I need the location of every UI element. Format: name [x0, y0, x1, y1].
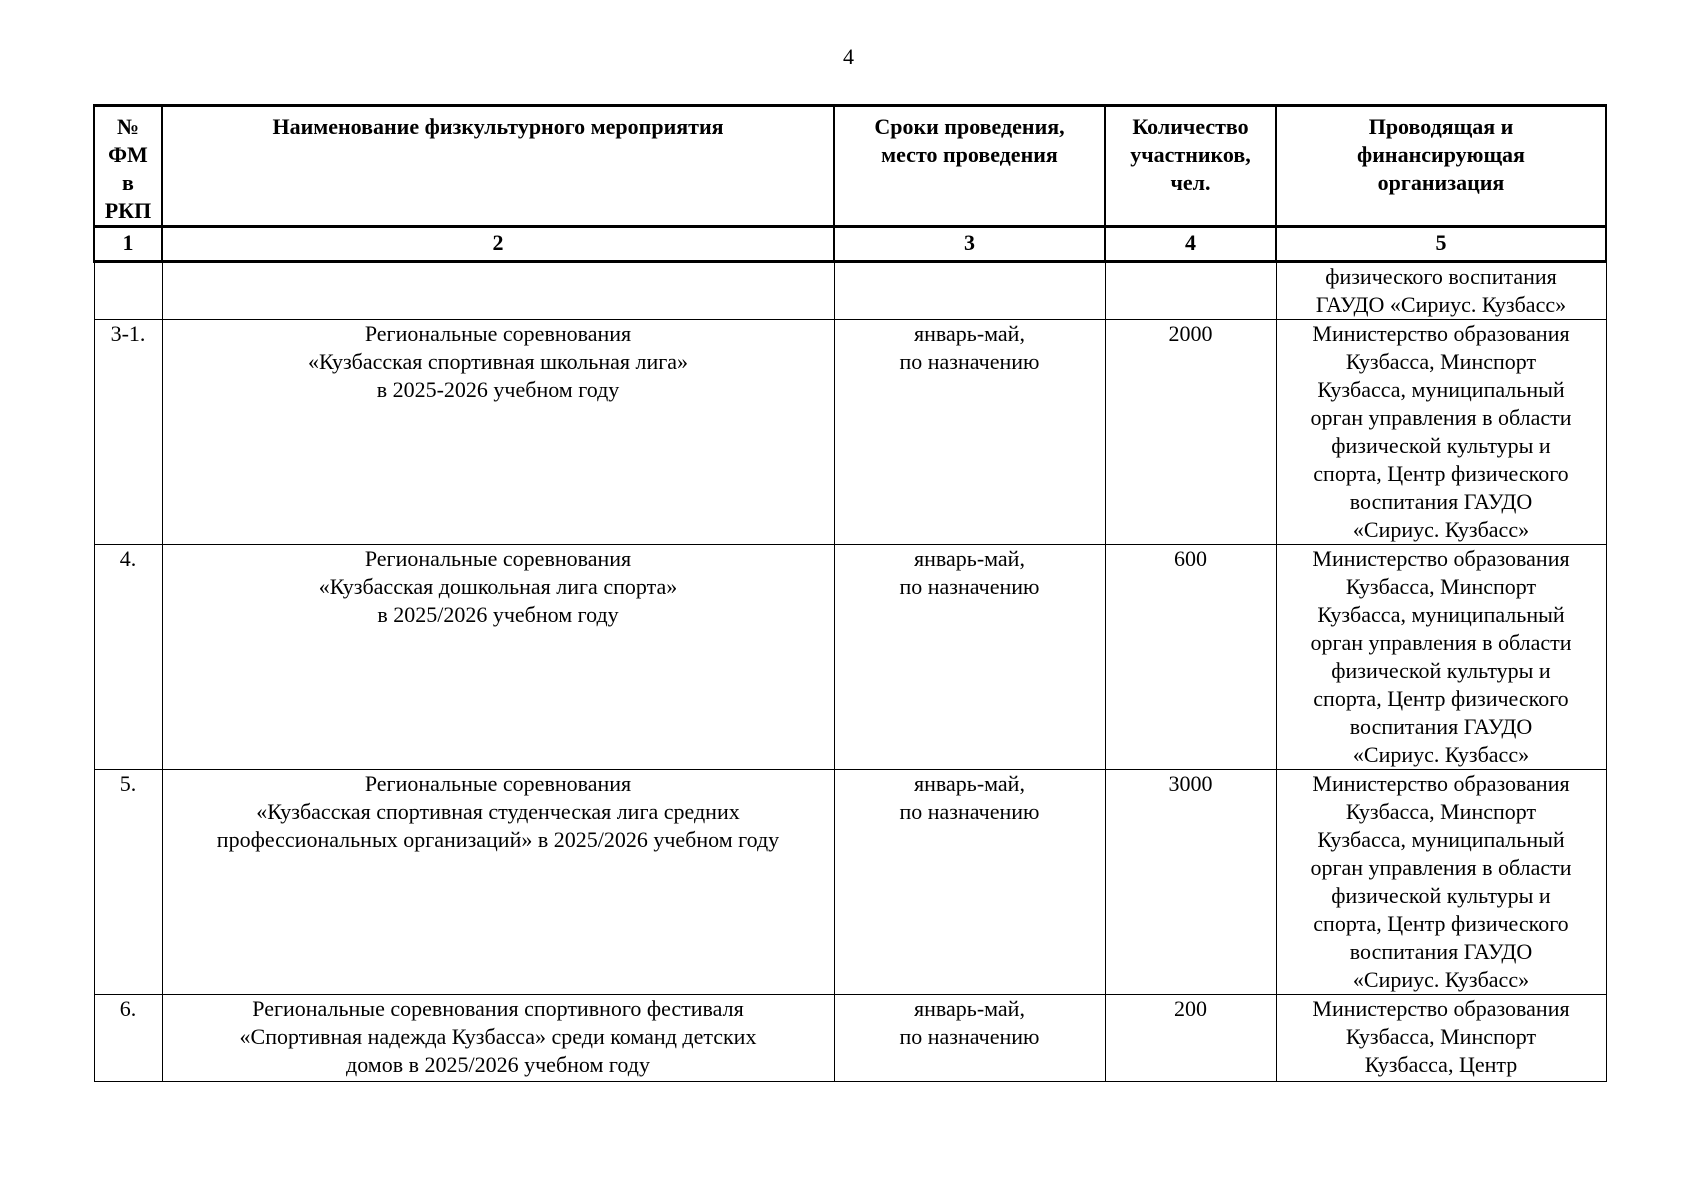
header-dates-place: Сроки проведения, место проведения — [834, 106, 1105, 227]
cell-dates: январь-май, по назначению — [834, 545, 1105, 770]
table-row — [94, 995, 1606, 1082]
cell-organization: Министерство образования Кузбасса, Минспорт Кузбасса, Центр — [1276, 995, 1606, 1082]
column-number: 1 — [94, 227, 162, 262]
cell-count — [1105, 262, 1276, 320]
header-organization: Проводящая и финансирующая организация — [1276, 106, 1606, 227]
header-event-number: № ФМ в РКП — [94, 106, 162, 227]
cell-number: 4. — [94, 545, 162, 770]
cell-organization: Министерство образования Кузбасса, Минспорт Кузбасса, муниципальный орган управления в области физической культуры и спорта, Центр физического воспитания ГАУДО «Сириус. Кузбасс» — [1276, 320, 1606, 545]
cell-count: 2000 — [1105, 320, 1276, 545]
cell-count: 200 — [1105, 995, 1276, 1082]
column-number: 3 — [834, 227, 1105, 262]
cell-number — [94, 262, 162, 320]
cell-organization: физического воспитания ГАУДО «Сириус. Кузбасс» — [1276, 262, 1606, 320]
table-row — [94, 545, 1606, 770]
cell-dates: январь-май, по назначению — [834, 770, 1105, 995]
table-row-continuation — [94, 262, 1606, 320]
cell-name — [162, 262, 834, 320]
column-number: 5 — [1276, 227, 1606, 262]
cell-name: Региональные соревнования «Кузбасская спортивная студенческая лига средних профессиональных организаций» в 2025/2026 учебном году — [162, 770, 834, 995]
cell-count: 3000 — [1105, 770, 1276, 995]
table-header-row — [94, 106, 1606, 227]
table-row — [94, 770, 1606, 995]
cell-dates — [834, 262, 1105, 320]
cell-dates: январь-май, по назначению — [834, 320, 1105, 545]
cell-name: Региональные соревнования «Кузбасская спортивная школьная лига» в 2025-2026 учебном году — [162, 320, 834, 545]
events-table — [93, 104, 1607, 1082]
cell-count: 600 — [1105, 545, 1276, 770]
cell-organization: Министерство образования Кузбасса, Минспорт Кузбасса, муниципальный орган управления в области физической культуры и спорта, Центр физического воспитания ГАУДО «Сириус. Кузбасс» — [1276, 545, 1606, 770]
cell-dates: январь-май, по назначению — [834, 995, 1105, 1082]
column-number-row — [94, 227, 1606, 262]
page-number: 4 — [843, 44, 854, 69]
column-number: 2 — [162, 227, 834, 262]
cell-name: Региональные соревнования «Кузбасская дошкольная лига спорта» в 2025/2026 учебном году — [162, 545, 834, 770]
table-row — [94, 320, 1606, 545]
header-participants-count: Количество участников, чел. — [1105, 106, 1276, 227]
cell-name: Региональные соревнования спортивного фестиваля «Спортивная надежда Кузбасса» среди команд детских домов в 2025/2026 учебном году — [162, 995, 834, 1082]
cell-number: 3-1. — [94, 320, 162, 545]
header-event-name: Наименование физкультурного мероприятия — [162, 106, 834, 227]
cell-number: 6. — [94, 995, 162, 1082]
column-number: 4 — [1105, 227, 1276, 262]
cell-number: 5. — [94, 770, 162, 995]
cell-organization: Министерство образования Кузбасса, Минспорт Кузбасса, муниципальный орган управления в области физической культуры и спорта, Центр физического воспитания ГАУДО «Сириус. Кузбасс» — [1276, 770, 1606, 995]
